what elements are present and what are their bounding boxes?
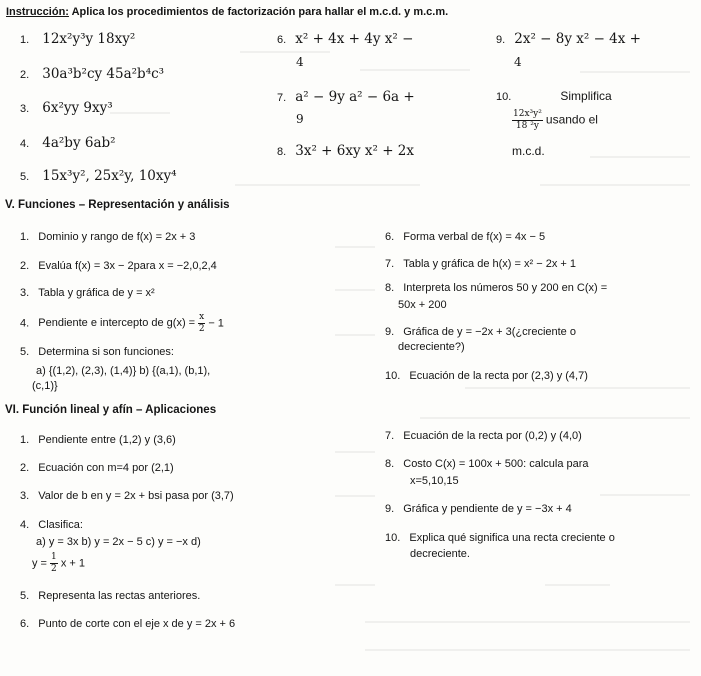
item-number: 4.: [20, 519, 30, 531]
item-number: 5.: [20, 590, 30, 602]
item-text: Valor de b en y = 2x + bsi pasa por (3,7): [38, 490, 234, 502]
item-number: 1.: [20, 34, 30, 46]
item-expression: 6x²yy 9xy³: [42, 100, 113, 116]
item-number: 3.: [20, 287, 30, 299]
item-expression: 15x³y², 25x²y, 10xy⁴: [42, 168, 177, 184]
item-number: 10.: [385, 532, 401, 544]
item-after-text: usando el: [545, 112, 598, 127]
item-number: 9.: [385, 326, 395, 338]
item-number: 3.: [20, 103, 30, 115]
item-text: Gráfica de y = −2x + 3(¿creciente o: [403, 326, 576, 338]
item-number: 4.: [20, 138, 30, 150]
fraction-numerator: x: [199, 312, 205, 322]
item-continuation: 9: [296, 112, 304, 126]
item-text-line2: x=5,10,15: [410, 475, 459, 487]
item-expression: 30a³b²cy 45a²b⁴c³: [42, 66, 165, 82]
fraction-denominator: 2: [51, 564, 57, 574]
fraction-numerator: 1: [51, 552, 57, 562]
item-text-line2: a) y = 3x b) y = 2x − 5 c) y = −x d): [36, 536, 201, 548]
item-number: 7.: [385, 258, 395, 270]
item-number: 8.: [277, 146, 287, 158]
item-number: 9.: [385, 503, 395, 515]
instruction-text: Aplica los procedimientos de factorización para hallar el m.c.d. y m.c.m.: [71, 6, 449, 18]
item-text: Ecuación de la recta por (0,2) y (4,0): [403, 430, 582, 442]
item-title: Simplifica: [560, 89, 612, 103]
item-continuation: 4: [514, 55, 522, 69]
item-number: 1.: [20, 231, 30, 243]
item-expression: 2x² − 8y x² − 4x +: [514, 31, 641, 47]
item-text: Dominio y rango de f(x) = 2x + 3: [38, 231, 196, 243]
item-text: Ecuación de la recta por (2,3) y (4,7): [409, 370, 588, 382]
item-text-line3-start: y =: [32, 557, 51, 570]
item-expression: 4a²by 6ab²: [42, 135, 116, 151]
item-text: Tabla y gráfica de h(x) = x² − 2x + 1: [403, 258, 576, 270]
item-text: Forma verbal de f(x) = 4x − 5: [403, 231, 546, 243]
item-expression: x² + 4x + 4y x² −: [295, 31, 414, 47]
item-text: Gráfica y pendiente de y = −3x + 4: [403, 503, 572, 515]
item-text-line2: decreciente.: [410, 548, 470, 560]
item-text-line2: a) {(1,2), (2,3), (1,4)} b) {(a,1), (b,1),: [36, 365, 211, 377]
item-text: Punto de corte con el eje x de y = 2x + 6: [38, 618, 236, 630]
item-expression: a² − 9y a² − 6a +: [295, 89, 415, 105]
item-number: 10.: [385, 370, 401, 382]
section-6-title: VI. Función lineal y afín – Aplicaciones: [5, 404, 217, 416]
item-after-text: − 1: [208, 317, 224, 330]
item-text: Pendiente entre (1,2) y (3,6): [38, 434, 176, 446]
item-continuation: 4: [296, 55, 304, 69]
item-expression: 12x²y³y 18xy²: [42, 31, 136, 47]
fraction-denominator: 2: [198, 324, 205, 334]
fraction-denominator: 18 ²y: [515, 121, 539, 131]
item-number: 7.: [277, 92, 287, 104]
item-text-line3-end: x + 1: [60, 557, 85, 570]
item-number: 8.: [385, 282, 395, 294]
instruction-label: Instrucción:: [6, 6, 69, 18]
item-expression: 3x² + 6xy x² + 2x: [295, 143, 415, 159]
item-text: Evalúa f(x) = 3x − 2para x = −2,0,2,4: [38, 260, 217, 272]
item-number: 9.: [496, 34, 506, 46]
item-last-line: m.c.d.: [512, 144, 545, 158]
item-text: Clasifica:: [38, 519, 83, 531]
item-number: 10.: [496, 91, 512, 103]
item-number: 8.: [385, 458, 395, 470]
item-text: Explica qué significa una recta creciente o: [409, 532, 615, 544]
item-number: 4.: [20, 317, 30, 330]
item-number: 5.: [20, 171, 30, 183]
item-text: Determina si son funciones:: [38, 346, 174, 358]
item-number: 6.: [277, 34, 287, 46]
item-text: Ecuación con m=4 por (2,1): [38, 462, 174, 474]
item-number: 2.: [20, 462, 30, 474]
item-text: Interpreta los números 50 y 200 en C(x) =: [403, 282, 608, 294]
fraction-numerator: 12x³y²: [513, 109, 542, 119]
item-number: 2.: [20, 260, 30, 272]
item-number: 3.: [20, 490, 30, 502]
item-text-line2: decreciente?): [398, 341, 465, 353]
item-text: Costo C(x) = 100x + 500: calcula para: [403, 458, 589, 470]
item-number: 5.: [20, 346, 30, 358]
item-number: 6.: [20, 618, 30, 630]
item-text: Pendiente e intercepto de g(x) =: [38, 317, 199, 330]
item-text: Tabla y gráfica de y = x²: [38, 287, 155, 299]
item-number: 7.: [385, 430, 395, 442]
item-text-line3: (c,1)}: [32, 380, 58, 392]
item-text-line2: 50x + 200: [398, 299, 447, 311]
item-number: 1.: [20, 434, 30, 446]
item-number: 6.: [385, 231, 395, 243]
section-5-title: V. Funciones – Representación y análisis: [5, 199, 230, 211]
item-number: 2.: [20, 69, 30, 81]
item-text: Representa las rectas anteriores.: [38, 590, 201, 602]
